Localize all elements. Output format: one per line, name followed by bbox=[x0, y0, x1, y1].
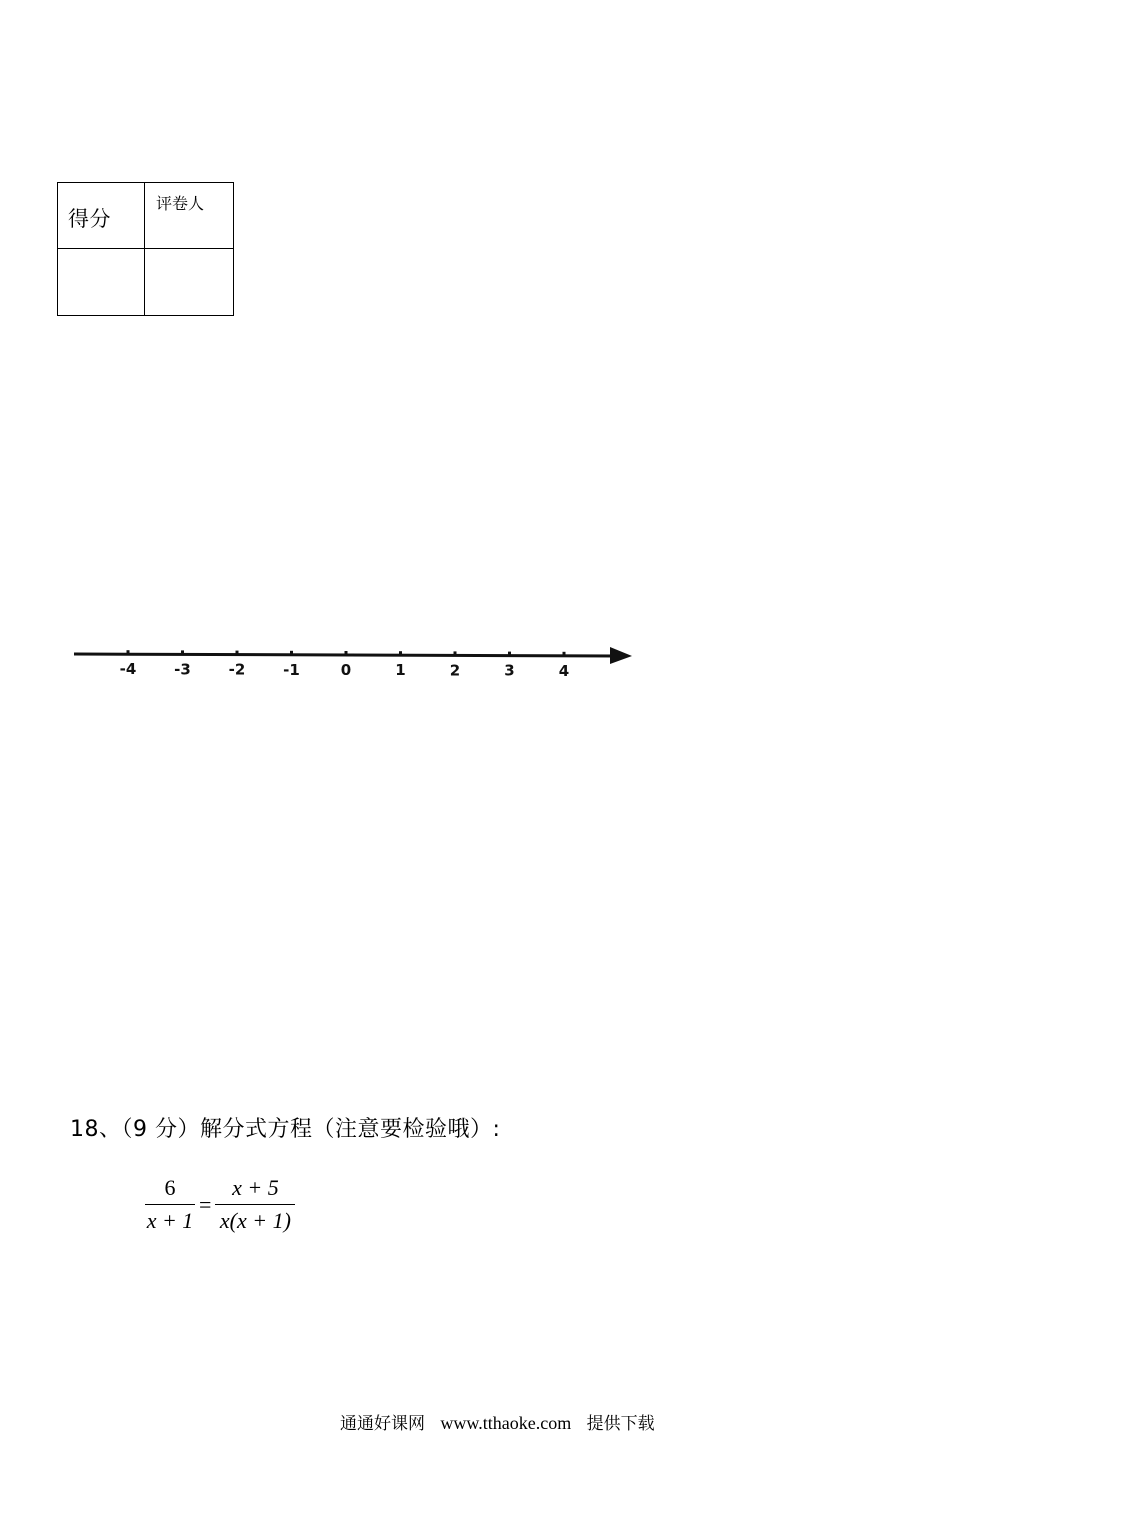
tick-label: 1 bbox=[395, 661, 406, 680]
equals-sign: = bbox=[199, 1191, 212, 1217]
tick-label: 2 bbox=[449, 661, 461, 680]
score-value-cell[interactable] bbox=[58, 249, 145, 316]
footer bbox=[340, 1409, 665, 1434]
tick-label: -4 bbox=[119, 660, 137, 679]
number-line bbox=[70, 630, 640, 690]
number-line-axis bbox=[74, 647, 632, 664]
tick-label: -3 bbox=[174, 660, 191, 679]
score-label: 得分 bbox=[68, 207, 111, 231]
left-fraction bbox=[145, 1172, 195, 1237]
equation bbox=[145, 1172, 295, 1237]
right-numerator: x + 5 bbox=[232, 1175, 279, 1200]
axis-arrowhead bbox=[610, 647, 632, 664]
footer-site-name: 通通好课网 bbox=[340, 1414, 425, 1434]
grader-label: 评卷人 bbox=[156, 194, 205, 213]
left-denominator: x + 1 bbox=[146, 1208, 194, 1233]
tick-label: 4 bbox=[558, 661, 570, 680]
tick-label: 3 bbox=[504, 661, 515, 680]
score-label-cell bbox=[58, 183, 145, 249]
tick-label: -1 bbox=[283, 660, 300, 679]
grader-label-cell bbox=[145, 183, 234, 249]
grader-value-cell[interactable] bbox=[145, 249, 234, 316]
tick-label: 0 bbox=[340, 661, 352, 679]
right-denominator: x(x + 1) bbox=[219, 1208, 291, 1233]
right-fraction bbox=[215, 1172, 295, 1237]
footer-suffix: 提供下载 bbox=[586, 1414, 655, 1434]
tick-label: -2 bbox=[228, 660, 246, 679]
question-18-text: 18、（9 分）解分式方程（注意要检验哦）: bbox=[70, 1117, 501, 1142]
left-numerator: 6 bbox=[164, 1175, 176, 1200]
footer-url[interactable]: www.tthaoke.com bbox=[440, 1413, 572, 1433]
score-table bbox=[57, 182, 234, 316]
